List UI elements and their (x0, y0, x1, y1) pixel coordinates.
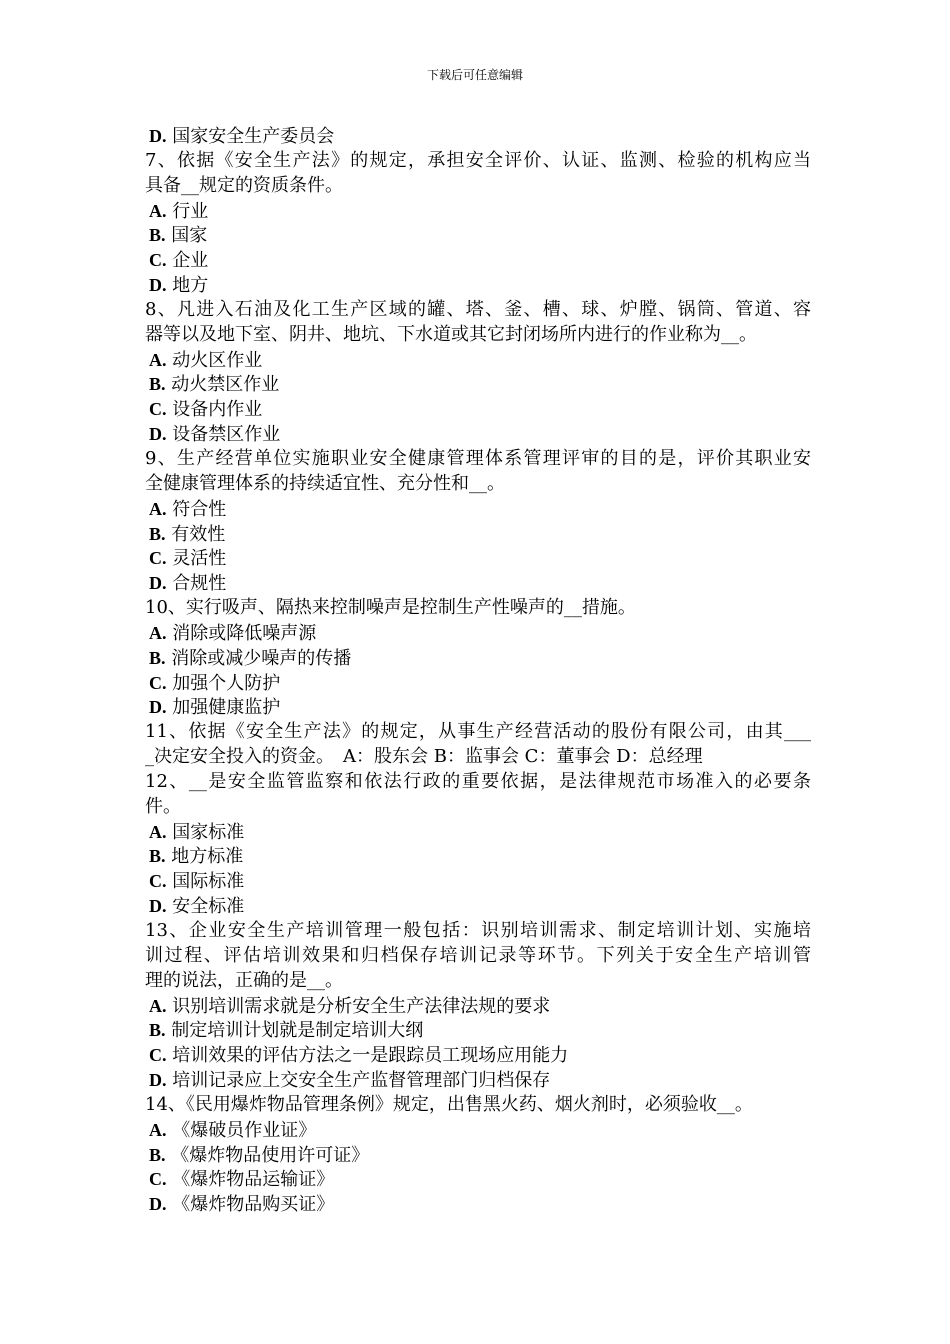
question-text: 11、依据《安全生产法》的规定，从事生产经营活动的股份有限公司，由其___ (145, 721, 811, 743)
answer-option (145, 1118, 811, 1143)
question-text: _决定安全投入的资金。 A：股东会 B：监事会 C：董事会 D：总经理 (145, 746, 703, 768)
answer-option (145, 273, 811, 298)
option-letter: D. (149, 275, 167, 296)
answer-option (145, 1018, 811, 1043)
question-text: 全健康管理体系的持续适宜性、充分性和__。 (145, 472, 505, 494)
answer-option (145, 646, 811, 671)
answer-option (145, 1167, 811, 1192)
option-letter: D. (149, 424, 167, 445)
option-letter: C. (149, 399, 167, 420)
question-text: 7、依据《安全生产法》的规定，承担安全评价、认证、监测、检验的机构应当 (145, 149, 811, 171)
option-text: 国家标准 (172, 821, 245, 843)
option-letter: A. (149, 622, 167, 643)
option-text: 《爆破员作业证》 (172, 1119, 317, 1141)
option-letter: B. (149, 1144, 166, 1165)
option-text: 动火区作业 (172, 349, 263, 371)
question-line (145, 944, 811, 969)
option-letter: D. (149, 1070, 167, 1091)
answer-option (145, 869, 811, 894)
option-letter: A. (149, 200, 167, 221)
option-letter: A. (149, 821, 167, 842)
question-text: 9、生产经营单位实施职业安全健康管理体系管理评审的目的是，评价其职业安 (145, 447, 811, 469)
answer-option (145, 348, 811, 373)
question-text: 8、凡进入石油及化工生产区域的罐、塔、釜、槽、球、炉膛、锅筒、管道、容 (145, 298, 811, 320)
option-text: 国家安全生产委员会 (172, 126, 335, 147)
answer-option (145, 894, 811, 919)
question-text: 14、《民用爆炸物品管理条例》规定，出售黑火药、烟火剂时，必须验收__。 (145, 1093, 753, 1115)
option-text: 培训记录应上交安全生产监督管理部门归档保存 (172, 1070, 551, 1092)
option-text: 行业 (172, 200, 209, 222)
answer-option (145, 124, 811, 149)
answer-option (145, 248, 811, 273)
question-text: 理的说法，正确的是__。 (145, 969, 343, 991)
option-text: 培训效果的评估方法之一是跟踪员工现场应用能力 (172, 1045, 569, 1067)
option-letter: D. (149, 126, 167, 146)
option-letter: B. (149, 374, 166, 395)
option-text: 合规性 (172, 573, 227, 595)
answer-option (145, 1192, 811, 1217)
question-line (145, 472, 811, 497)
answer-option (145, 546, 811, 571)
page-header: 下载后可任意编辑 (426, 68, 523, 82)
option-text: 灵活性 (172, 548, 227, 570)
option-letter: C. (149, 1169, 167, 1190)
option-letter: C. (149, 871, 167, 892)
question-text: 器等以及地下室、阴井、地坑、下水道或其它封闭场所内进行的作业称为__。 (145, 323, 757, 345)
question-line (145, 174, 811, 199)
option-letter: A. (149, 995, 167, 1016)
question-text: 训过程、评估培训效果和归档保存培训记录等环节。下列关于安全生产培训管 (145, 944, 811, 966)
option-text: 安全标准 (172, 896, 245, 918)
question-line (145, 298, 811, 323)
question-line (145, 323, 811, 348)
question-text: 10、实行吸声、隔热来控制噪声是控制生产性噪声的__措施。 (145, 597, 636, 619)
answer-option (145, 422, 811, 447)
question-text: 12、__是安全监管监察和依法行政的重要依据，是法律规范市场准入的必要条 (145, 770, 811, 792)
answer-option (145, 372, 811, 397)
answer-option (145, 695, 811, 720)
option-letter: B. (149, 1020, 166, 1041)
option-letter: C. (149, 1045, 167, 1066)
option-letter: D. (149, 573, 167, 594)
option-letter: C. (149, 250, 167, 271)
question-line (145, 1093, 811, 1118)
answer-option (145, 397, 811, 422)
option-text: 设备禁区作业 (172, 424, 281, 446)
answer-option (145, 571, 811, 596)
answer-option (145, 994, 811, 1019)
question-line (145, 720, 811, 745)
exam-content (145, 124, 811, 1217)
option-text: 《爆炸物品购买证》 (172, 1194, 335, 1216)
option-letter: B. (149, 846, 166, 867)
option-text: 动火禁区作业 (171, 374, 280, 396)
answer-option (145, 1068, 811, 1093)
answer-option (145, 223, 811, 248)
answer-option (145, 671, 811, 696)
option-text: 消除或减少噪声的传播 (171, 647, 352, 669)
question-line (145, 596, 811, 621)
question-line (145, 969, 811, 994)
question-text: 件。 (145, 795, 181, 817)
option-letter: C. (149, 672, 167, 693)
answer-option (145, 522, 811, 547)
option-text: 《爆炸物品使用许可证》 (171, 1144, 370, 1166)
option-text: 制定培训计划就是制定培训大纲 (171, 1020, 424, 1042)
question-line (145, 447, 811, 472)
answer-option (145, 199, 811, 224)
option-text: 消除或降低噪声源 (172, 622, 317, 644)
question-line (145, 919, 811, 944)
answer-option (145, 1143, 811, 1168)
question-text: 13、企业安全生产培训管理一般包括：识别培训需求、制定培训计划、实施培 (145, 920, 811, 941)
option-text: 加强健康监护 (172, 697, 281, 719)
option-letter: B. (149, 647, 166, 668)
option-text: 地方 (172, 275, 209, 297)
option-letter: B. (149, 225, 166, 246)
answer-option (145, 820, 811, 845)
question-line (145, 795, 811, 820)
question-text: 具备__规定的资质条件。 (145, 174, 343, 196)
option-letter: D. (149, 896, 167, 917)
option-text: 有效性 (171, 523, 226, 545)
option-text: 加强个人防护 (172, 672, 281, 694)
option-text: 《爆炸物品运输证》 (172, 1169, 335, 1191)
option-letter: D. (149, 1194, 167, 1215)
answer-option (145, 844, 811, 869)
option-text: 国家 (171, 225, 208, 247)
option-text: 符合性 (172, 498, 227, 520)
option-text: 设备内作业 (172, 399, 263, 421)
option-text: 地方标准 (171, 846, 244, 868)
option-letter: A. (149, 349, 167, 370)
answer-option (145, 497, 811, 522)
option-text: 国际标准 (172, 871, 245, 893)
question-line (145, 745, 811, 770)
question-line (145, 149, 811, 174)
option-letter: A. (149, 1119, 167, 1140)
option-text: 识别培训需求就是分析安全生产法律法规的要求 (172, 995, 551, 1017)
option-letter: A. (149, 498, 167, 519)
option-letter: D. (149, 697, 167, 718)
option-letter: B. (149, 523, 166, 544)
question-line (145, 770, 811, 795)
option-letter: C. (149, 548, 167, 569)
option-text: 企业 (172, 250, 209, 272)
answer-option (145, 1043, 811, 1068)
answer-option (145, 621, 811, 646)
